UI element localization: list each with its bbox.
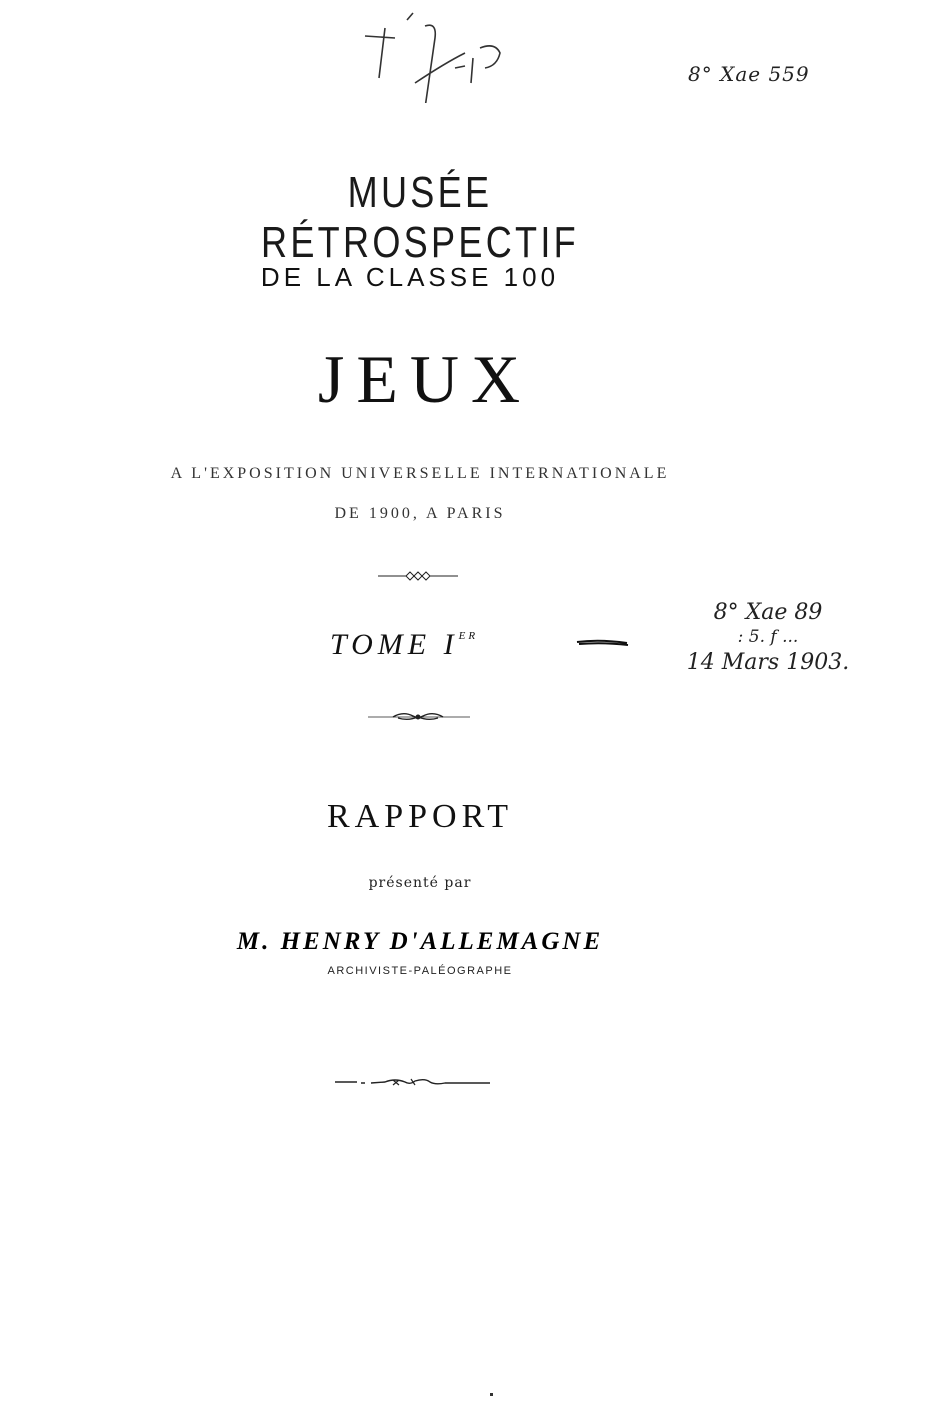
ornament-scroll-icon [368,709,470,723]
shelfmark-side-line-1: 8° Xae 89 [713,600,823,625]
presented-by: présenté par [368,875,472,891]
exposition-line-2: DE 1900, A PARIS [334,505,506,522]
title-class: DE LA CLASSE 100 [260,262,560,292]
volume-label-text: TOME I [330,628,459,661]
handwritten-shelfmark-side [668,600,868,675]
handwritten-scribble [355,8,515,103]
title-subject: JEUX [317,341,533,417]
handwritten-shelfmark-top: 8° Xae 559 [688,62,810,86]
exposition-line-1: A L'EXPOSITION UNIVERSELLE INTERNATIONALE [170,465,670,482]
volume-superscript: ER [458,630,479,642]
shelfmark-side-line-2: : 5. f ... [737,627,799,647]
ornament-flourish-icon [335,1076,490,1088]
ornament-diamonds-icon [378,570,458,582]
report-heading: RAPPORT [326,798,513,835]
shelfmark-side-line-3: 14 Mars 1903. [686,650,850,675]
handwritten-dash [575,638,630,648]
volume-label [330,628,530,662]
title-main: MUSÉE RÉTROSPECTIF [260,168,579,267]
paper-speck [490,1393,493,1396]
author-name: M. HENRY D'ALLEMAGNE [236,928,604,955]
author-title: ARCHIVISTE-PALÉOGRAPHE [327,965,513,977]
